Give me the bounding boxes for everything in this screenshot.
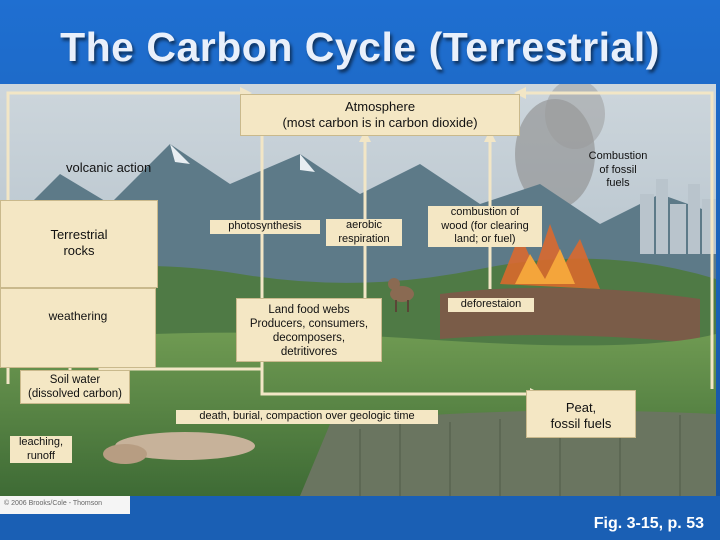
combustion-wood-line2: wood (for clearing: [441, 219, 529, 232]
food-webs-line4: detritivores: [280, 346, 338, 358]
death-burial-label: death, burial, compaction over geologic time: [176, 410, 438, 424]
land-food-webs-box: [236, 298, 382, 362]
leaching-runoff-label: [10, 436, 72, 463]
volcanic-action-label: volcanic action: [66, 160, 152, 175]
slide-title: The Carbon Cycle (Terrestrial): [60, 24, 660, 70]
atmosphere-line1: Atmosphere: [344, 99, 416, 114]
terrestrial-rocks-line2: rocks: [63, 243, 95, 258]
combustion-fossil-line1: Combustion: [588, 150, 648, 162]
photosynthesis-label: photosynthesis: [210, 220, 320, 234]
food-webs-line1: Land food webs: [268, 304, 350, 316]
leaching-line2: runoff: [27, 449, 55, 462]
leaching-line1: leaching,: [18, 436, 64, 448]
diagram-scene: [0, 84, 716, 496]
combustion-fossil-label: [570, 150, 666, 191]
copyright-text: © 2006 Brooks/Cole - Thomson: [4, 500, 103, 507]
aerobic-line1: aerobic: [345, 219, 383, 231]
aerobic-respiration-label: [326, 219, 402, 246]
deforestation-label: deforestaion: [448, 298, 534, 312]
food-webs-line3: decomposers,: [272, 332, 346, 344]
figure-reference: Fig. 3-15, p. 53: [593, 515, 704, 532]
combustion-wood-label: [428, 206, 542, 247]
soil-water-line2: (dissolved carbon): [28, 388, 122, 400]
combustion-wood-line1: combustion of: [450, 206, 520, 218]
terrestrial-rocks-box: [0, 200, 158, 288]
combustion-wood-line3: land; or fuel): [454, 233, 516, 245]
combustion-fossil-line2: of fossil: [599, 163, 637, 176]
peat-line1: Peat,: [565, 400, 597, 415]
aerobic-line2: respiration: [338, 232, 390, 245]
soil-water-line1: Soil water: [49, 374, 101, 386]
food-webs-line2: Producers, consumers,: [249, 318, 369, 330]
terrestrial-rocks-line1: Terrestrial: [50, 227, 108, 242]
atmosphere-box: [240, 94, 520, 136]
atmosphere-line2: (most carbon is in carbon dioxide): [282, 115, 478, 130]
peat-line2: fossil fuels: [550, 416, 612, 431]
soil-water-box: [20, 370, 130, 404]
combustion-fossil-line3: fuels: [606, 177, 630, 189]
peat-fossil-fuels-box: [526, 390, 636, 438]
weathering-box: [0, 288, 156, 368]
weathering-label: weathering: [48, 309, 108, 323]
